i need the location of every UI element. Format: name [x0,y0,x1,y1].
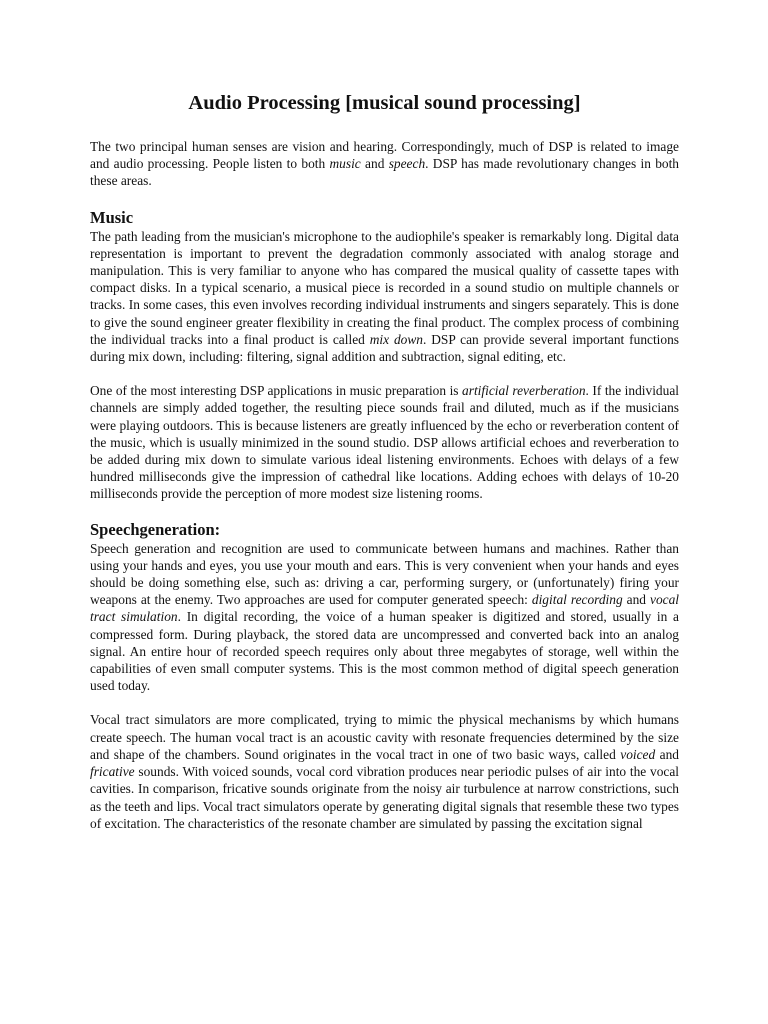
document-page [90,90,679,832]
speech-paragraph-1 [90,540,679,695]
section-heading-music: Music [90,207,134,227]
text-run: and [622,592,651,608]
text-run: sounds. With voiced sounds, vocal cord vibration produces near periodic pulses of air into the vocal cavities. In comparison, fricative sounds originate from the noisy air turbulence at narrow constrictions, such as the teeth and lips. Vocal tract simulators operate by generating digital signals that resemble these two types of excitation. The characteristics of the resonate chamber are simulated by passing the excitation signal [90,764,679,831]
text-run: The path leading from the musician's microphone to the audiophile's speaker is remarkably long. Digital data representation is important to prevent the degradation commonly associated with analog storage and manipulation. This is very familiar to anyone who has compared the musical quality of cassette tapes with compact disks. In a typical scenario, a musical piece is recorded in a sound studio on multiple channels or tracks. In some cases, this even involves recording individual instruments and singers separately. This is done to give the sound engineer greater flexibility in creating the final product. The complex process of combining the individual tracks into a final product is called [90,228,679,347]
text-run: . If the individual channels are simply added together, the resulting piece sounds frail and diluted, much as if the musicians were playing outdoors. This is because listeners are greatly influenced by the echo or reverberation content of the music, which is usually minimized in the sound studio. DSP allows artificial echoes and reverberation to be added during mix down to simulate various ideal listening environments. Echoes with delays of a few hundred milliseconds give the impression of cathedral like locations. Adding echoes with delays of 10-20 milliseconds provide the perception of more modest size listening rooms. [90,383,679,502]
text-run: and [655,746,679,762]
document-title: Audio Processing [musical sound processing] [188,92,581,114]
text-run: . In digital recording, the voice of a human speaker is digitized and stored, usually in a compressed form. During playback, the stored data are uncompressed and converted back into an analog signal. An entire hour of recorded speech requires only about three megabytes of storage, well within the capabilities of even small computer systems. This is the most common method of digital speech generation used today. [90,609,679,694]
emphasis-fricative: fricative [90,764,135,780]
intro-paragraph [90,138,679,190]
text-run: . DSP can provide several important functions during mix down, including: filtering, signal addition and subtraction, signal editing, etc. [90,331,679,365]
emphasis-vocal-tract-simulation: vocal tract simulation [90,592,680,625]
text-run: One of the most interesting DSP applications in music preparation is [90,383,463,399]
music-paragraph-2 [90,382,679,502]
emphasis-speech: speech [388,156,426,172]
emphasis-digital-recording: digital recording [531,592,623,608]
emphasis-mix-down: mix down [369,331,423,347]
text-run: The two principal human senses are vision and hearing. Correspondingly, much of DSP is related to image and audio processing. People listen to both [90,139,679,172]
text-run: and [360,156,389,172]
speech-paragraph-2 [90,711,679,831]
text-run: . DSP has made revolutionary changes in both these areas. [90,156,680,189]
emphasis-music: music [329,156,361,172]
music-paragraph-1 [90,228,679,366]
text-run: Speech generation and recognition are used to communicate between humans and machines. Rather than using your hands and eyes, you use your mouth and ears. This is very convenient when your hands and eyes should be doing something else, such as: driving a car, performing surgery, or (unfortunately) firing your weapons at the enemy. Two approaches are used for computer generated speech: [90,540,679,608]
text-run: Vocal tract simulators are more complicated, trying to mimic the physical mechanisms by which humans create speech. The human vocal tract is an acoustic cavity with resonate frequencies determined by the size and shape of the chambers. Sound originates in the vocal tract in one of two basic ways, called [90,712,679,762]
emphasis-voiced: voiced [620,746,656,762]
section-heading-speech-generation: Speechgeneration: [90,519,221,539]
emphasis-artificial-reverberation: artificial reverberation [462,383,586,399]
